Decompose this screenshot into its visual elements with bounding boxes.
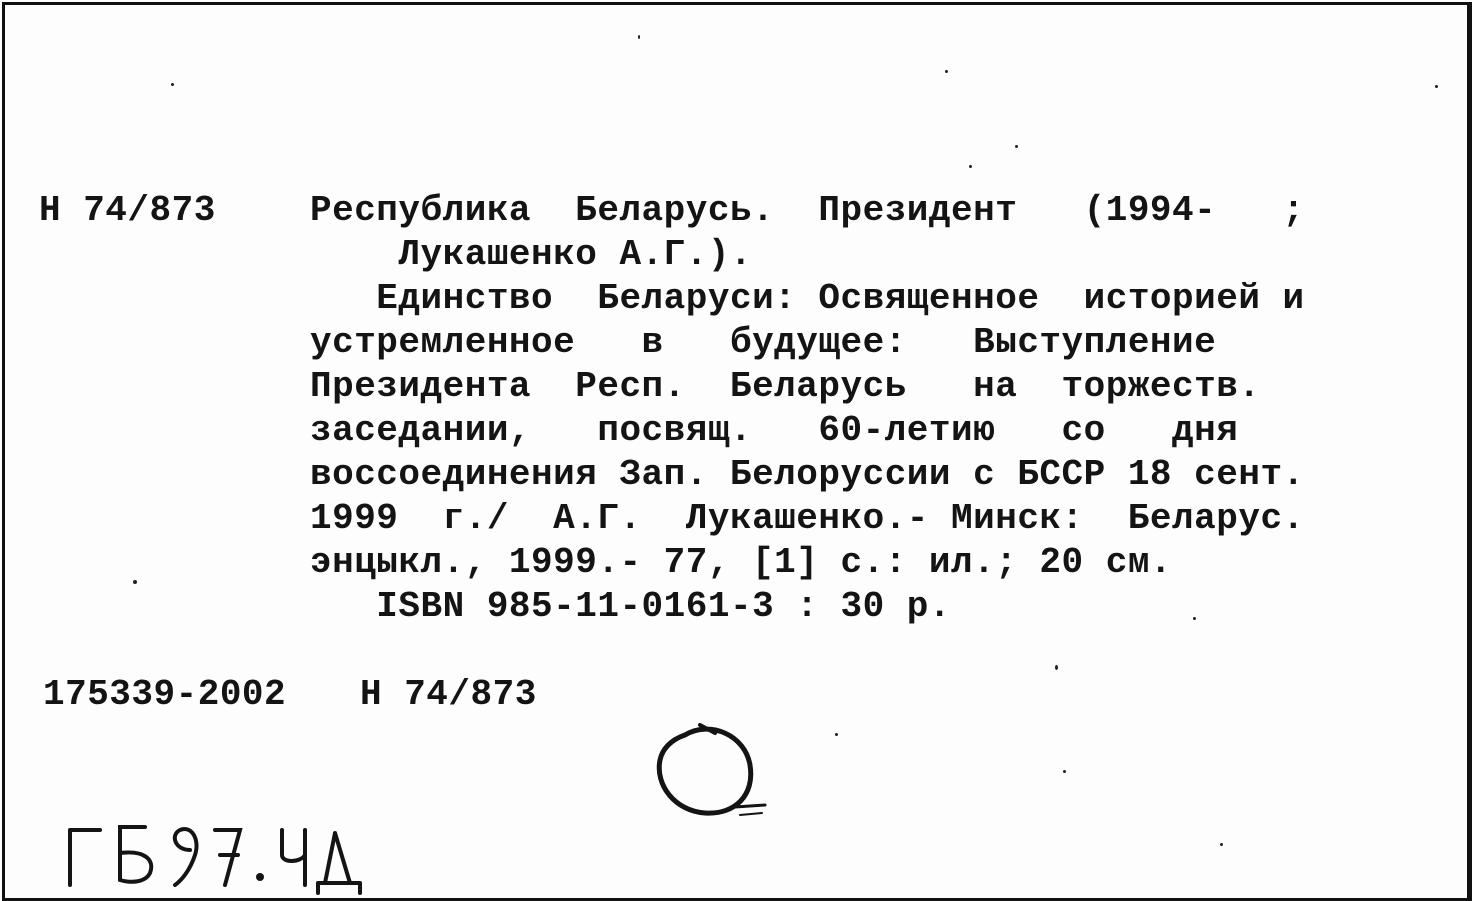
record-line: ISBN 985-11-0161-3 : 30 р. — [310, 586, 952, 627]
handwritten-note — [60, 815, 390, 895]
accession-number: 175339-2002 — [43, 674, 287, 715]
record-line: Единство Беларуси: Освященное историей и — [310, 278, 1305, 319]
speck — [1015, 145, 1018, 148]
record-line: заседании, посвящ. 60-летию со дня — [310, 410, 1239, 451]
speck — [638, 35, 640, 39]
shelfmark: Н 74/873 — [39, 190, 216, 231]
record-line: 1999 г./ А.Г. Лукашенко.- Минск: Беларус. — [310, 498, 1305, 539]
catalog-card — [2, 2, 1472, 901]
shelfmark-bottom: Н 74/873 — [360, 674, 537, 715]
speck — [1220, 843, 1223, 846]
speck — [1193, 617, 1196, 620]
circle-stamp-icon — [640, 715, 780, 825]
record-line: энцыкл., 1999.- 77, [1] с.: ил.; 20 см. — [310, 542, 1173, 583]
speck — [1063, 770, 1066, 773]
speck — [133, 580, 137, 584]
speck — [1055, 665, 1058, 670]
record-line: устремленное в будущее: Выступление — [310, 322, 1217, 363]
speck — [1435, 85, 1438, 88]
speck — [835, 733, 838, 736]
speck — [969, 165, 972, 168]
speck — [171, 83, 174, 86]
record-line: Лукашенко А.Г.). — [310, 234, 753, 275]
speck — [945, 70, 948, 73]
record-line: Республика Беларусь. Президент (1994- ; — [310, 190, 1305, 231]
record-line: Президента Респ. Беларусь на торжеств. — [310, 366, 1261, 407]
record-line: воссоединения Зап. Белоруссии с БССР 18 сент. — [310, 454, 1305, 495]
